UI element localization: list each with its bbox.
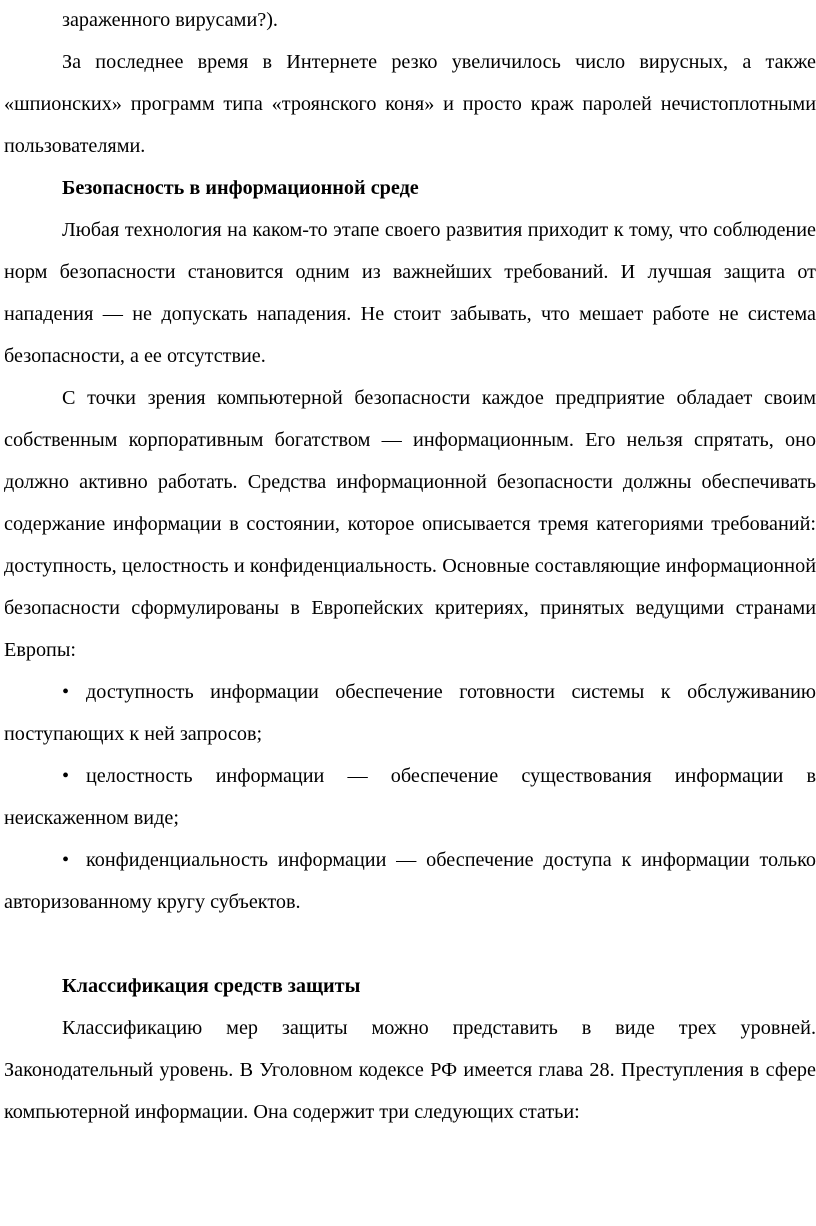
bullet-mark: • [62,681,70,703]
heading-protection-classification: Классификация средств защиты [62,975,361,997]
paragraph-internet-threats: За последнее время в Интернете резко увеличилось число вирусных, а также «шпионских» программ типа «троянского коня» и просто краж паролей нечистоплотными пользователями. [4,51,816,157]
paragraph-protection-levels: Классификацию мер защиты можно представить в виде трех уровней. Законодательный уровень. В Уголовном кодексе РФ имеется глава 28. Преступления в сфере компьютерной информации. Она содержит три следующих статьи: [4,1017,816,1123]
paragraph-corporate-information: С точки зрения компьютерной безопасности каждое предприятие обладает своим собственным корпоративным богатством — информационным. Его нельзя спрятать, оно должно активно работать. Средства информационной безопасности должны обеспечивать содержание информации в состоянии, которое описывается тремя категориями требований: доступность, целостность и конфиденциальность. Основные составляющие информационной безопасности сформулированы в Европейских критериях, принятых ведущими странами Европы: [4,387,816,661]
bullet-text: доступность информации обеспечение готовности системы к обслуживанию поступающих к ней запросов; [4,681,816,745]
bullet-confidentiality [4,839,816,923]
bullet-integrity [4,755,816,839]
bullet-mark: • [62,765,70,787]
paragraph-technology-security: Любая технология на каком-то этапе своего развития приходит к тому, что соблюдение норм безопасности становится одним из важнейших требований. И лучшая защита от нападения — не допускать нападения. Не стоит забывать, что мешает работе не система безопасности, а ее отсутствие. [4,219,816,367]
bullet-text: целостность информации — обеспечение существования информации в неискаженном виде; [4,765,816,829]
paragraph-continuation: зараженного вирусами?). [62,9,278,31]
bullet-mark: • [62,849,70,871]
document-page [4,0,816,1133]
bullet-text: конфиденциальность информации — обеспечение доступа к информации только авторизованному кругу субъектов. [4,849,816,913]
bullet-availability [4,671,816,755]
heading-security-environment: Безопасность в информационной среде [62,177,419,199]
